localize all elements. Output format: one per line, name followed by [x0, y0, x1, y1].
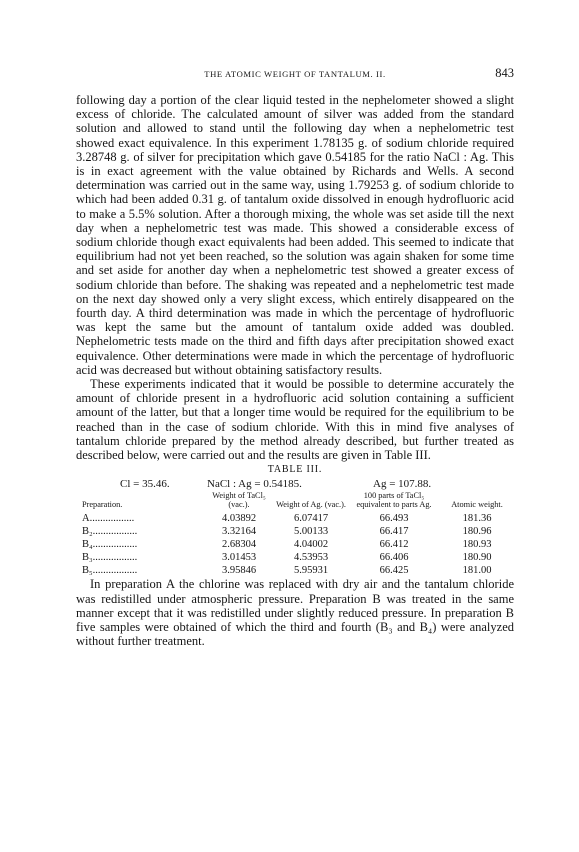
row-weight-tacl: 3.32164	[221, 526, 257, 538]
row-label: B₃	[82, 552, 93, 564]
table-header-row	[76, 492, 514, 512]
row-weight-ag: 6.07417	[293, 513, 329, 525]
table-row	[76, 512, 514, 525]
results-table	[76, 492, 514, 577]
row-label: B₅	[82, 565, 93, 577]
header-atomic-weight: Atomic weight.	[451, 499, 503, 509]
row-atomic-weight: 181.00	[462, 565, 492, 577]
constant-cl: Cl = 35.46.	[120, 478, 170, 491]
row-preparation	[76, 538, 204, 551]
header-parts-ag: 100 parts of TaCl₅ equivalent to parts Ag.	[356, 491, 432, 509]
table-row	[76, 551, 514, 564]
row-weight-ag: 4.04002	[293, 539, 329, 551]
dot-leader: .................	[92, 552, 138, 564]
row-preparation	[76, 525, 204, 538]
running-title: THE ATOMIC WEIGHT OF TANTALUM. II.	[204, 69, 386, 79]
row-atomic-weight: 180.90	[462, 552, 492, 564]
row-parts-ag: 66.406	[379, 552, 409, 564]
row-label: B₂	[82, 526, 93, 538]
row-preparation	[76, 551, 204, 564]
row-label: B₄	[82, 539, 93, 551]
header-weight-tacl: Weight of TaCl₅ (vac.).	[212, 491, 266, 509]
row-weight-ag: 5.95931	[293, 565, 329, 577]
row-preparation	[76, 512, 204, 525]
row-parts-ag: 66.425	[379, 565, 409, 577]
table-row	[76, 538, 514, 551]
row-weight-tacl: 2.68304	[221, 539, 257, 551]
header-weight-ag: Weight of Ag. (vac.).	[276, 499, 346, 509]
row-weight-ag: 4.53953	[293, 552, 329, 564]
row-parts-ag: 66.417	[379, 526, 409, 538]
paragraph-3: In preparation A the chlorine was replaced with dry air and the tantalum chloride was redistilled under atmospheric pressure. Preparation B was treated in the same manner except that it was redistilled under slightly reduced pressure. In preparation B five samples were obtained of which the third and fourth (B₃ and B₄) were analyzed without further treatment.	[76, 577, 514, 649]
table-row	[76, 525, 514, 538]
dot-leader: .................	[89, 513, 135, 525]
table-constants	[76, 476, 514, 491]
row-label: A	[82, 513, 90, 525]
dot-leader: .................	[92, 565, 138, 577]
row-atomic-weight: 181.36	[462, 513, 492, 525]
paragraph-2: These experiments indicated that it would be possible to determine accurately the amount of chloride present in a hydrofluoric acid solution containing a sufficient amount of the latter, but that a longer time would be required for the equilibrium to be reached than in the case of sodium chloride. With this in mind five analyses of tantalum chloride prepared by the method already described, but further treated as described below, were carried out and the results are given in Table III.	[76, 377, 514, 463]
row-preparation	[76, 564, 204, 577]
row-parts-ag: 66.412	[379, 539, 409, 551]
header-preparation: Preparation.	[82, 499, 123, 509]
constant-ag: Ag = 107.88.	[373, 478, 432, 491]
page-header	[76, 66, 514, 82]
table-title: TABLE III.	[267, 464, 323, 476]
row-weight-tacl: 3.01453	[221, 552, 257, 564]
paragraph-1: following day a portion of the clear liquid tested in the nephelometer showed a slight excess of chloride. The calculated amount of silver was added from the standard solution and allowed to stand until the following day when a nephelometric test showed exact equivalence. In this experiment 1.78135 g. of sodium chloride required 3.28748 g. of silver for precipitation which gave 0.54185 for the ratio NaCl : Ag. This is in exact agreement with the value obtained by Richards and Wells. A second determination was carried out in the same way, using 1.79253 g. of sodium chloride to which had been added 0.31 g. of tantalum oxide dissolved in enough hydrofluoric acid to make a 5.5% solution. After a thorough mixing, the whole was set aside till the next day when a nephelometric test was made. This showed a considerable excess of sodium chloride though exact equivalents had been added. This seemed to indicate that equilibrium had not yet been reached, so the solution was again shaken for some time and set aside for another day when a nephelometric test showed a greater excess of sodium chloride than before. The shaking was repeated and a nephelometric test made on the next day showed only a very slight excess, which entirely disappeared on the fourth day. A third determination was made in which the percentage of hydrofluoric was kept the same but the amount of tantalum oxide added was doubled. Nephelometric tests made on the third and fifth days after precipitation showed exact equivalence. Other determinations were made in which the percentage of hydrofluoric acid was decreased but without obtaining satisfactory results.	[76, 93, 514, 377]
row-atomic-weight: 180.93	[462, 539, 492, 551]
row-weight-tacl: 4.03892	[221, 513, 257, 525]
row-weight-tacl: 3.95846	[221, 565, 257, 577]
row-weight-ag: 5.00133	[293, 526, 329, 538]
dot-leader: .................	[92, 539, 138, 551]
table-row	[76, 564, 514, 577]
constant-nacl-ag: NaCl : Ag = 0.54185.	[207, 478, 302, 491]
dot-leader: .................	[92, 526, 138, 538]
row-parts-ag: 66.493	[379, 513, 409, 525]
row-atomic-weight: 180.96	[462, 526, 492, 538]
body-text	[76, 93, 514, 648]
page-number: 843	[495, 66, 514, 80]
